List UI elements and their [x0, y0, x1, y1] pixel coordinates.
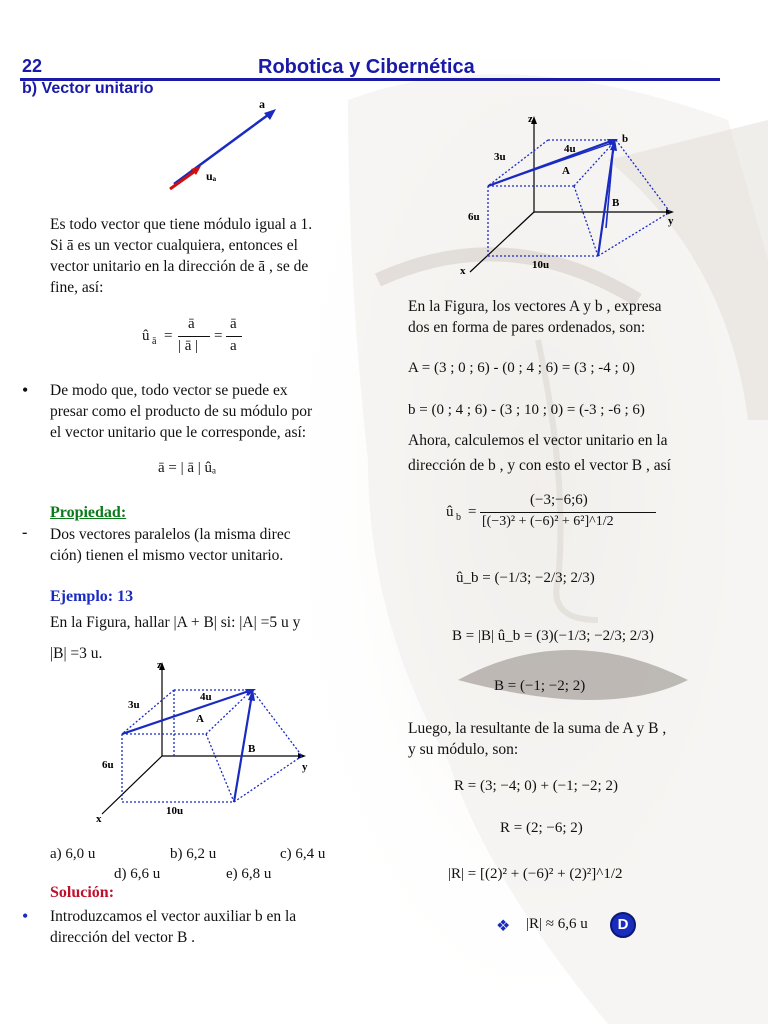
vector-A-label: A [562, 165, 570, 177]
right-para-1 [408, 296, 728, 338]
formula-eq: = [214, 328, 223, 344]
ub-lhs: û [446, 504, 454, 520]
solucion-heading: Solución: [50, 884, 115, 901]
right-line: y su módulo, son: [408, 741, 519, 758]
label-ua: uₐ [206, 169, 217, 183]
dim-10u: 10u [166, 805, 184, 817]
paragraph-2 [50, 380, 360, 443]
dim-3u: 3u [494, 151, 506, 163]
option-a: a) 6,0 u [50, 846, 96, 862]
option-d: d) 6,6 u [114, 866, 161, 882]
ejemplo-line: En la Figura, hallar |A + B| si: |A| =5 u y [50, 614, 301, 631]
R-sum: R = (3; −4; 0) + (−1; −2; 2) [454, 778, 618, 794]
formula-lhs: û [142, 328, 150, 344]
ub-result: û_b = (−1/3; −2/3; 2/3) [456, 570, 595, 586]
answer-badge: D [610, 912, 636, 938]
eq-b: b = (0 ; 4 ; 6) - (3 ; 10 ; 0) = (-3 ; -6 ; 6) [408, 402, 645, 418]
vector-B-label: B [612, 197, 620, 209]
right-line: dirección de b , y con esto el vector B , así [408, 457, 671, 474]
axis-y: y [302, 761, 308, 773]
vector-b-label: b [622, 133, 629, 145]
para-line: De modo que, todo vector se puede ex [50, 382, 288, 399]
B-equation: B = |B| û_b = (3)(−1/3; −2/3; 2/3) [452, 628, 654, 644]
propiedad-line: Dos vectores paralelos (la misma direc [50, 526, 291, 543]
intro-paragraph [50, 214, 360, 298]
right-line: En la Figura, los vectores A y b , expresa [408, 298, 662, 315]
formula-eq: = [164, 328, 173, 344]
label-a: a [259, 98, 265, 111]
final-answer: |R| ≈ 6,6 u [526, 916, 588, 932]
box-figure-right [456, 110, 686, 280]
intro-line: vector unitario en la dirección de ā , se de [50, 258, 309, 275]
answer-options [50, 846, 370, 886]
right-line: dos en forma de pares ordenados, son: [408, 319, 646, 336]
intro-line: Es todo vector que tiene módulo igual a 1. [50, 216, 313, 233]
right-line: Ahora, calculemos el vector unitario en la [408, 432, 668, 449]
axis-z: z [157, 659, 162, 671]
ub-formula [446, 492, 666, 534]
unit-vector-figure [160, 98, 290, 198]
dim-3u: 3u [128, 699, 140, 711]
right-line: Luego, la resultante de la suma de A y B , [408, 720, 667, 737]
dim-6u: 6u [468, 211, 480, 223]
bullet: • [22, 380, 29, 400]
formula-sub: ā [152, 336, 157, 347]
formula-num: ā [188, 316, 195, 332]
propiedad-text [50, 524, 360, 566]
vector-A-label: A [196, 713, 204, 725]
right-para-2 [408, 430, 728, 476]
axis-z: z [528, 113, 533, 125]
ub-sub: b [456, 512, 461, 523]
dim-6u: 6u [102, 759, 114, 771]
B-result: B = (−1; −2; 2) [494, 678, 586, 694]
solucion-text [50, 906, 360, 948]
ub-eq: = [468, 504, 477, 520]
formula-den: a [230, 338, 237, 354]
dash-marker: - [22, 524, 28, 541]
vector-B-label: B [248, 743, 256, 755]
page-title: Robotica y Cibernética [258, 56, 475, 78]
propiedad-heading: Propiedad: [50, 504, 127, 521]
axis-y: y [668, 215, 674, 227]
para-line: presar como el producto de su módulo por [50, 403, 313, 420]
propiedad-line: ción) tienen el mismo vector unitario. [50, 547, 284, 564]
bullet: • [22, 906, 29, 926]
solucion-line: dirección del vector B . [50, 929, 196, 946]
intro-line: fine, así: [50, 279, 104, 296]
section-heading: b) Vector unitario [22, 80, 154, 97]
intro-line: Si ā es un vector cualquiera, entonces el [50, 237, 298, 254]
axis-x: x [460, 265, 466, 277]
R-modulus: |R| = [(2)² + (−6)² + (2)²]^1/2 [448, 866, 623, 882]
page-number: 22 [22, 56, 43, 76]
R-result: R = (2; −6; 2) [500, 820, 583, 836]
right-para-3 [408, 718, 728, 760]
diamond-icon: ❖ [496, 918, 511, 935]
ub-num: (−3;−6;6) [530, 492, 588, 508]
option-e: e) 6,8 u [226, 866, 272, 882]
magnitude-formula: ā = | ā | ûₐ [158, 460, 217, 476]
ub-den: [(−3)² + (−6)² + 6²]^1/2 [482, 514, 614, 529]
axis-x: x [96, 813, 102, 825]
option-c: c) 6,4 u [280, 846, 326, 862]
formula-den: | ā | [178, 338, 199, 354]
ejemplo-line: |B| =3 u. [50, 645, 103, 662]
option-b: b) 6,2 u [170, 846, 217, 862]
box-figure-left [92, 656, 322, 826]
dim-4u: 4u [564, 143, 576, 155]
para-line: el vector unitario que le corresponde, así: [50, 424, 307, 441]
dim-4u: 4u [200, 691, 212, 703]
dim-10u: 10u [532, 259, 550, 271]
eq-A: A = (3 ; 0 ; 6) - (0 ; 4 ; 6) = (3 ; -4 ; 0) [408, 360, 635, 376]
ejemplo-heading: Ejemplo: 13 [50, 588, 134, 605]
formula-num: ā [230, 316, 237, 332]
solucion-line: Introduzcamos el vector auxiliar b en la [50, 908, 297, 925]
unit-vector-formula [142, 316, 252, 360]
